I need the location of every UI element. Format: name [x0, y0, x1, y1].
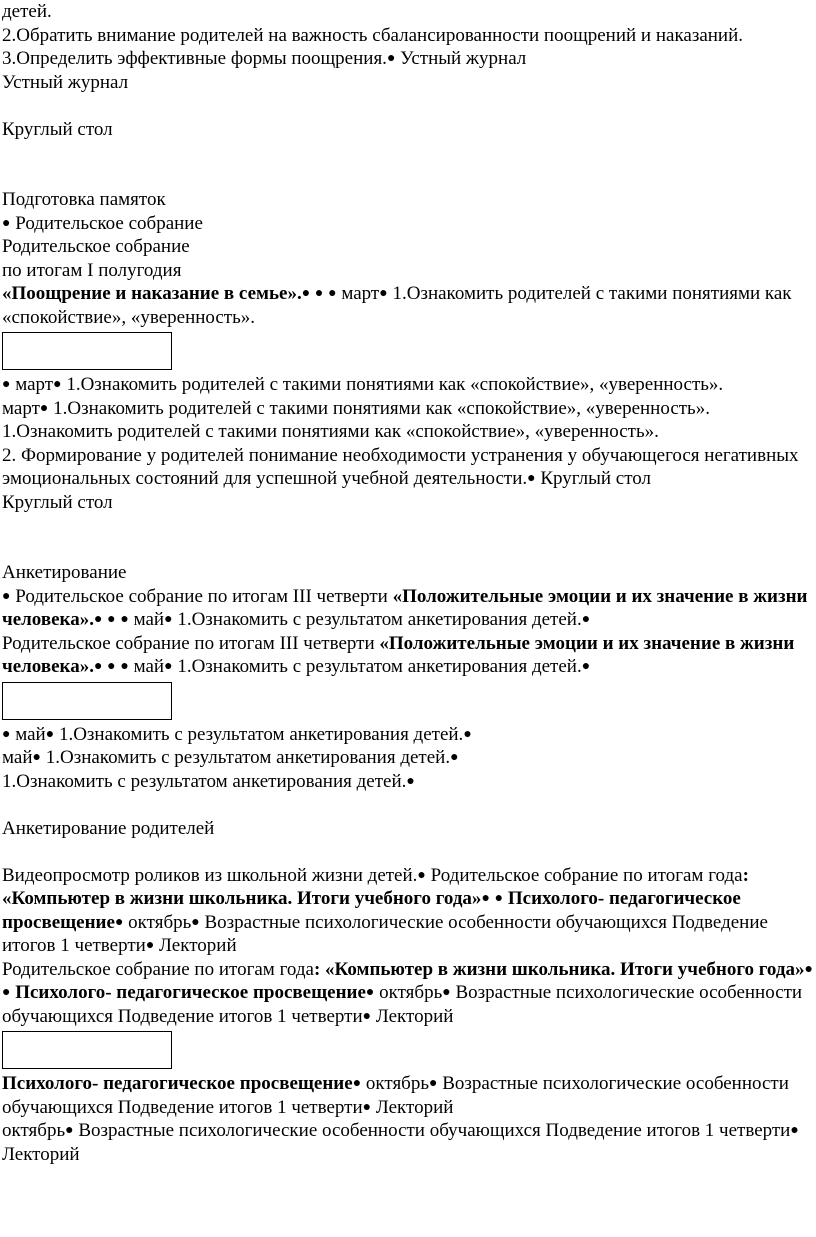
empty-box — [2, 682, 172, 720]
bullet-icon: ● — [120, 659, 129, 674]
text: Лекторий — [2, 1143, 80, 1165]
text: Устный журнал — [2, 71, 129, 93]
line-16 — [2, 561, 814, 585]
text: Анкетирование — [2, 562, 127, 583]
bullet-icon: ● — [2, 588, 11, 604]
text: Лекторий — [371, 1096, 454, 1118]
text: Родительское собрание — [10, 212, 203, 234]
bullet-icon: ● — [790, 1123, 799, 1138]
line-22 — [2, 817, 814, 841]
line-6 — [2, 188, 814, 212]
line-1 — [2, 0, 814, 24]
line-12 — [2, 397, 814, 421]
bullet-icon: ● — [164, 659, 173, 674]
bullet-icon: ● — [114, 914, 124, 930]
line-19 — [2, 723, 814, 747]
document-body — [2, 0, 814, 1166]
empty-box — [2, 332, 172, 370]
bullet-icon: ● — [301, 286, 311, 301]
text: Родительское собрание по итогам года — [425, 864, 743, 886]
bullet-icon: ● — [53, 377, 62, 392]
text: 1.Ознакомить родителей с такими понятиями как «спокойствие», «уверенность». — [61, 374, 724, 395]
text: май — [2, 747, 33, 768]
text: Круглый стол — [2, 491, 113, 513]
text: Родительское собрание — [2, 236, 190, 257]
bullet-icon: ● — [429, 1076, 438, 1091]
line-5 — [2, 118, 814, 142]
text: 1.Ознакомить с результатом анкетирования детей. — [2, 770, 407, 792]
bullet-icon: ● — [442, 985, 451, 1000]
bold-text: : «Компьютер в жизни школьника. Итоги учебного года» — [2, 864, 749, 909]
bold-text: Психолого- педагогическое просвещение — [2, 1073, 353, 1094]
text: май — [128, 656, 165, 677]
bullet-icon: ● — [581, 612, 591, 627]
text: март — [336, 283, 380, 304]
line-23 — [2, 864, 814, 958]
line-20 — [2, 746, 814, 770]
text: 1.Ознакомить с результатом анкетирования детей. — [54, 723, 464, 745]
bullet-icon: ● — [65, 1123, 74, 1138]
text: Родительское собрание по итогам III четверти — [10, 585, 393, 607]
bullet-icon: ● — [32, 750, 41, 765]
text: Устный журнал — [395, 48, 527, 69]
bullet-icon: ● — [362, 1008, 372, 1024]
line-8 — [2, 235, 814, 259]
bullet-icon: ● — [120, 612, 129, 627]
bullet-icon: ● — [365, 985, 375, 1000]
bold-text: «Поощрение и наказание в семье». — [2, 283, 302, 304]
line-17 — [2, 585, 814, 632]
bullet-icon: ● — [39, 400, 49, 416]
text: 1.Ознакомить с результатом анкетирования детей. — [40, 747, 451, 768]
bullet-icon: ● — [164, 612, 173, 627]
text: октябрь — [361, 1073, 430, 1094]
bullet-icon: ● — [581, 659, 591, 674]
line-15 — [2, 491, 814, 515]
line-3 — [2, 47, 814, 71]
text: Возрастные психологические особенности обучающихся Подведение итогов 1 четверти — [2, 982, 803, 1027]
text: Лекторий — [154, 935, 237, 956]
bullet-icon: ● — [328, 286, 337, 301]
bullet-icon: ● — [379, 286, 388, 301]
bullet-icon: ● — [450, 750, 459, 765]
bullet-icon: ● — [107, 659, 116, 674]
text: детей. — [2, 1, 52, 22]
line-4 — [2, 71, 814, 95]
bullet-icon: ● — [93, 612, 103, 627]
bullet-icon: ● — [107, 612, 116, 627]
text: Анкетирование родителей — [2, 817, 215, 839]
text: 3.Определить эффективные формы поощрения. — [2, 48, 387, 69]
bold-text: Психолого- педагогическое просвещение — [15, 982, 366, 1003]
text: Родительское собрание по итогам III четверти — [2, 632, 380, 654]
empty-box — [2, 1031, 172, 1069]
bullet-icon: ● — [362, 1099, 372, 1115]
text: Видеопросмотр роликов из школьной жизни детей. — [2, 864, 418, 886]
bullet-icon: ● — [527, 471, 536, 486]
text: май — [10, 723, 46, 745]
line-13 — [2, 420, 814, 444]
line-14 — [2, 444, 814, 491]
bullet-icon: ● — [2, 985, 11, 1000]
line-24 — [2, 958, 814, 1029]
line-25 — [2, 1072, 814, 1119]
text: март — [2, 397, 40, 419]
line-9 — [2, 259, 814, 283]
text: 1.Ознакомить родителей с такими понятиями как «спокойствие», «уверенность». — [2, 283, 792, 328]
bullet-icon: ● — [352, 1076, 362, 1091]
text: по итогам I полугодия — [2, 259, 182, 281]
line-21 — [2, 770, 814, 794]
line-26 — [2, 1119, 814, 1166]
bullet-icon: ● — [191, 914, 200, 930]
bullet-icon: ● — [481, 891, 490, 906]
text: октябрь — [123, 911, 192, 933]
bullet-icon: ● — [463, 726, 472, 742]
bold-text: «Положительные эмоции и их значение в жизни человека». — [2, 585, 808, 630]
bullet-icon: ● — [494, 891, 504, 906]
text: 1.Ознакомить родителей с такими понятиями как «спокойствие», «уверенность». — [48, 397, 710, 419]
text: октябрь — [374, 982, 443, 1003]
text: Круглый стол — [2, 118, 113, 140]
bullet-icon: ● — [417, 867, 426, 883]
bold-text: : «Компьютер в жизни школьника. Итоги учебного года» — [313, 958, 805, 980]
bold-text: Психолого- педагогическое просвещение — [2, 888, 741, 933]
line-18 — [2, 632, 814, 679]
text: 2. Формирование у родителей понимание необходимости устранения у обучающегося негативных эмоциональных состояний для успешной учебной деятельности. — [2, 444, 799, 489]
bullet-icon: ● — [45, 726, 55, 742]
bullet-icon: ● — [145, 938, 155, 953]
text: Лекторий — [371, 1005, 454, 1027]
bullet-icon: ● — [2, 726, 11, 742]
text: октябрь — [2, 1120, 66, 1141]
text: Родительское собрание по итогам года — [2, 958, 314, 980]
bullet-icon: ● — [804, 961, 813, 977]
text: 1.Ознакомить родителей с такими понятиями как «спокойствие», «уверенность». — [2, 421, 659, 442]
line-10 — [2, 282, 814, 329]
text: март — [10, 374, 54, 395]
line-2 — [2, 24, 814, 48]
bullet-icon: ● — [2, 215, 11, 231]
line-7 — [2, 212, 814, 236]
line-11 — [2, 373, 814, 397]
bullet-icon: ● — [2, 377, 11, 392]
bullet-icon: ● — [386, 51, 396, 66]
text: 1.Ознакомить с результатом анкетирования детей. — [172, 656, 582, 677]
bold-text: «Положительные эмоции и их значение в жизни человека». — [2, 632, 795, 677]
bullet-icon: ● — [406, 773, 415, 789]
text: Подготовка памяток — [2, 189, 166, 210]
bullet-icon: ● — [93, 659, 103, 674]
text: май — [128, 609, 165, 630]
text: 1.Ознакомить с результатом анкетирования детей. — [172, 609, 582, 630]
text: 2.Обратить внимание родителей на важность сбалансированности поощрений и наказаний. — [2, 24, 744, 46]
text: Возрастные психологические особенности обучающихся Подведение итогов 1 четверти — [73, 1120, 791, 1141]
text: Круглый стол — [535, 468, 651, 489]
text: Возрастные психологические особенности обучающихся Подведение итогов 1 четверти — [2, 1073, 789, 1118]
bullet-icon: ● — [314, 286, 324, 301]
text: Возрастные психологические особенности обучающихся Подведение итогов 1 четверти — [2, 911, 768, 956]
